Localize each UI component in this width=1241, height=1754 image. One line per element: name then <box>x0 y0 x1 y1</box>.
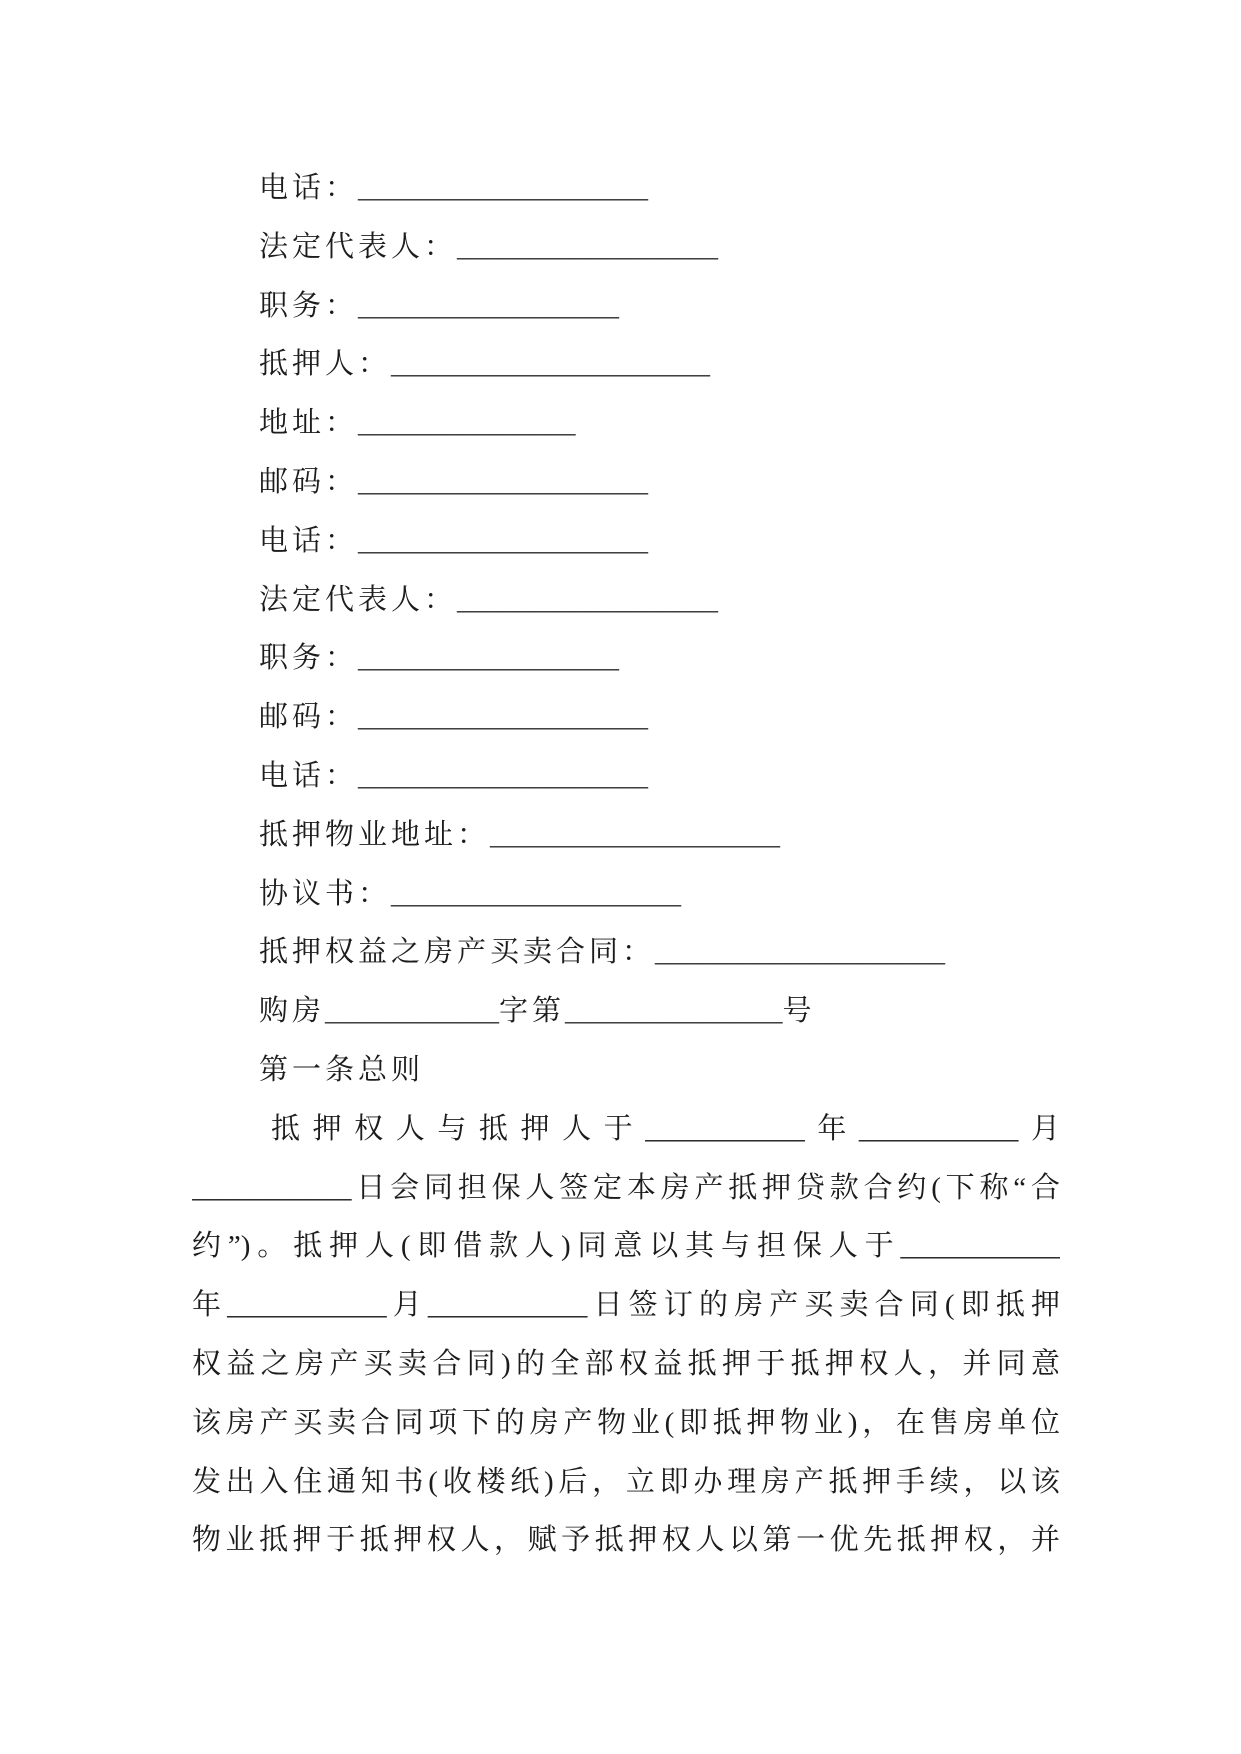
fill-in-blank: ____________________ <box>655 936 946 969</box>
field-row-address <box>192 394 1060 453</box>
fill-in-blank: ______________________ <box>391 348 711 381</box>
field-row-property-address <box>192 806 1060 865</box>
fill-in-blank: ____________________ <box>490 818 781 851</box>
purchase-middle: 字第 <box>499 995 566 1028</box>
section-heading-text: 第一条总则 <box>259 1053 425 1086</box>
field-row-phone <box>192 159 1060 218</box>
paragraph-line: 约”)。抵押人(即借款人)同意以其与担保人于___________ <box>192 1230 1060 1263</box>
field-row-sale-contract <box>192 923 1060 982</box>
clause-paragraph <box>192 1100 1060 1570</box>
page-content <box>192 159 1060 1570</box>
section-heading <box>192 1041 1060 1100</box>
fill-in-blank: ____________ <box>325 995 500 1028</box>
field-label: 电话： <box>259 172 359 204</box>
fill-in-blank: ____________________ <box>358 759 649 792</box>
field-label: 法定代表人： <box>259 230 458 263</box>
field-row-phone <box>192 747 1060 806</box>
field-label: 协议书： <box>259 877 392 910</box>
field-label: 地址： <box>259 407 359 440</box>
field-row-agreement <box>192 865 1060 924</box>
field-row-phone <box>192 512 1060 571</box>
paragraph-line: 该房产买卖合同项下的房产物业(即抵押物业)，在售房单位 <box>192 1406 1060 1439</box>
paragraph-line: 权益之房产买卖合同)的全部权益抵押于抵押权人，并同意 <box>192 1347 1060 1380</box>
field-label: 抵押物业地址： <box>259 818 491 851</box>
field-label: 抵押人： <box>259 348 392 381</box>
field-row-position <box>192 277 1060 336</box>
field-row-position <box>192 629 1060 688</box>
field-row-legal-representative <box>192 218 1060 277</box>
fill-in-blank: __________________ <box>358 642 620 675</box>
fill-in-blank: __________________ <box>358 289 620 322</box>
field-row-postcode <box>192 688 1060 747</box>
fill-in-blank: ____________________ <box>391 877 682 910</box>
fill-in-blank: ____________________ <box>358 701 649 734</box>
fill-in-blank: _______________ <box>565 995 783 1028</box>
fill-in-blank: _______________ <box>358 407 576 440</box>
field-label: 电话： <box>259 524 359 557</box>
purchase-suffix: 号 <box>782 995 816 1028</box>
field-row-mortgagor <box>192 335 1060 394</box>
fill-in-blank: ____________________ <box>358 465 649 498</box>
field-label: 邮码： <box>259 465 359 498</box>
fill-in-blank: __________________ <box>457 230 719 263</box>
fill-in-blank: ____________________ <box>358 172 649 204</box>
field-row-postcode <box>192 453 1060 512</box>
fill-in-blank: ____________________ <box>358 524 649 557</box>
paragraph-line: 抵押权人与抵押人于___________年___________月 <box>271 1112 1060 1145</box>
field-row-legal-representative <box>192 571 1060 630</box>
field-label: 邮码： <box>259 701 359 734</box>
field-label: 职务： <box>259 642 359 675</box>
purchase-reference-row <box>192 982 1060 1041</box>
paragraph-line: 发出入住通知书(收楼纸)后，立即办理房产抵押手续，以该 <box>192 1465 1060 1498</box>
paragraph-line: ___________日会同担保人签定本房产抵押贷款合约(下称“合 <box>192 1171 1060 1204</box>
paragraph-line: 年___________月___________日签订的房产买卖合同(即抵押 <box>192 1289 1060 1322</box>
purchase-prefix: 购房 <box>259 995 326 1028</box>
field-label: 职务： <box>259 289 359 322</box>
paragraph-line: 物业抵押于抵押权人，赋予抵押权人以第一优先抵押权，并 <box>192 1524 1060 1557</box>
fill-in-blank: __________________ <box>457 583 719 616</box>
field-label: 法定代表人： <box>259 583 458 616</box>
field-label: 抵押权益之房产买卖合同： <box>259 936 656 969</box>
field-label: 电话： <box>259 759 359 792</box>
